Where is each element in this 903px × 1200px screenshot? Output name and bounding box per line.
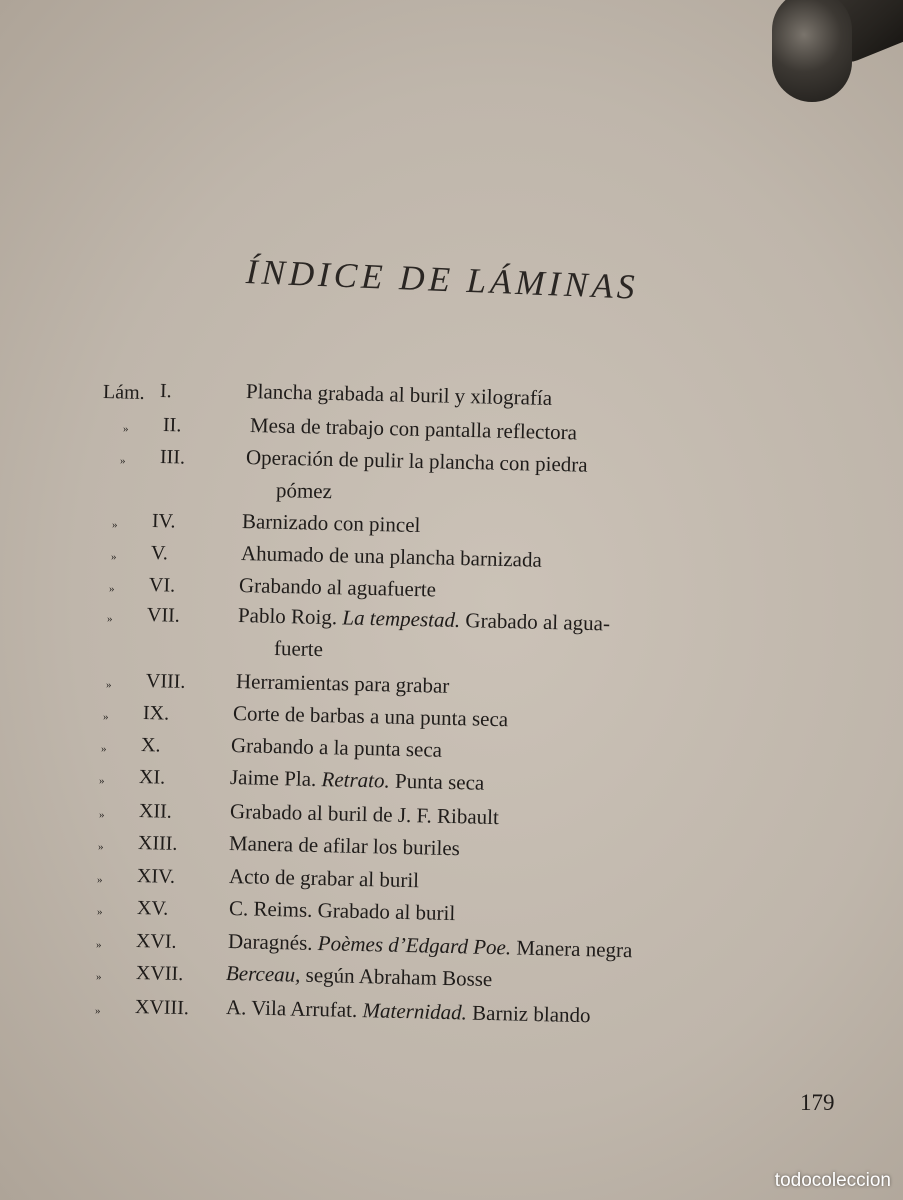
plate-title-text: Pablo Roig. xyxy=(237,603,343,630)
plate-title-continuation: pómez xyxy=(275,478,333,504)
plate-numeral: IV. xyxy=(151,510,176,533)
plate-title-text: Grabado al buril de J. F. Ribault xyxy=(229,799,500,830)
plate-title-continuation: fuerte xyxy=(273,636,324,662)
plate-title xyxy=(246,445,588,478)
plate-numeral: I. xyxy=(159,380,172,403)
plate-numeral: III. xyxy=(159,446,186,469)
plate-title-text: Herramientas para grabar xyxy=(235,669,450,698)
ditto-mark: » xyxy=(106,679,112,691)
plate-title-text: Grabando a la punta seca xyxy=(230,733,443,762)
ditto-mark: » xyxy=(97,874,103,886)
ditto-mark: » xyxy=(103,711,109,723)
ditto-mark: » xyxy=(109,583,115,595)
plate-title-text: C. Reims. Grabado al buril xyxy=(228,896,456,926)
plate-title xyxy=(238,603,611,636)
plate-title xyxy=(231,733,443,763)
plate-numeral: IX. xyxy=(142,702,170,725)
plate-numeral: X. xyxy=(140,734,161,757)
plate-title xyxy=(239,573,437,602)
plate-title-text: Grabando al aguafuerte xyxy=(238,573,437,602)
plate-numeral: II. xyxy=(162,414,182,437)
plate-title-text: Daragnés. xyxy=(227,929,319,956)
watermark: todocoleccion xyxy=(774,1170,891,1191)
plate-title-text: Corte de barbas a una punta seca xyxy=(232,701,509,732)
page-title: ÍNDICE DE LÁMINAS xyxy=(245,252,640,307)
plate-numeral: XII. xyxy=(138,800,173,823)
plate-title-italic: Maternidad. xyxy=(362,998,468,1025)
plate-title-text: Barniz blando xyxy=(466,1000,591,1028)
plate-numeral: XVII. xyxy=(135,962,184,986)
plate-title xyxy=(226,961,493,992)
plate-title xyxy=(233,701,509,732)
plate-numeral: VI. xyxy=(148,574,176,597)
ditto-mark: » xyxy=(101,743,107,755)
plate-title-text: Grabado al agua- xyxy=(459,608,611,636)
plate-title xyxy=(228,929,633,963)
plate-title-text: Operación de pulir la plancha con piedra xyxy=(245,445,588,477)
ditto-mark: » xyxy=(97,906,103,918)
ditto-mark: » xyxy=(96,939,102,951)
plate-title-text: Manera de afilar los buriles xyxy=(228,831,461,861)
ditto-mark: » xyxy=(120,455,126,467)
plate-numeral: V. xyxy=(150,542,169,565)
plate-title xyxy=(226,995,591,1028)
plate-numeral: XVIII. xyxy=(134,996,190,1020)
plate-numeral: XVI. xyxy=(135,930,177,953)
plate-numeral: XI. xyxy=(138,766,166,789)
plate-numeral: XIV. xyxy=(136,865,176,888)
plate-title-text: Mesa de trabajo con pantalla reflectora xyxy=(249,413,578,445)
ditto-mark: » xyxy=(95,1005,101,1017)
plate-title-text: Ahumado de una plancha barnizada xyxy=(240,541,543,572)
plate-title xyxy=(230,765,485,796)
plate-title xyxy=(250,413,578,445)
plate-title-text: Acto de grabar al buril xyxy=(228,864,420,893)
plate-title-italic: Poèmes d’Edgard Poe. xyxy=(317,931,512,960)
plate-title xyxy=(229,831,460,861)
ditto-mark: » xyxy=(99,809,105,821)
plate-title xyxy=(246,379,553,411)
plate-title xyxy=(241,541,542,573)
plate-title xyxy=(230,799,499,830)
plate-title-text: Plancha grabada al buril y xilografía xyxy=(245,379,553,410)
plate-numeral: XIII. xyxy=(137,832,178,855)
plate-title-text: Jaime Pla. xyxy=(229,765,322,792)
ditto-mark: » xyxy=(107,613,113,625)
plate-title-text: Punta seca xyxy=(389,768,485,795)
plate-title-italic: Berceau, xyxy=(225,961,301,987)
plate-title-text: Manera negra xyxy=(510,935,633,963)
page-number: 179 xyxy=(800,1090,835,1115)
ditto-mark: » xyxy=(98,841,104,853)
plate-title xyxy=(242,509,421,538)
plate-title xyxy=(229,896,456,926)
plate-numeral: XV. xyxy=(136,897,169,920)
ditto-mark: » xyxy=(96,971,102,983)
ditto-mark: » xyxy=(111,551,117,563)
lamina-prefix: Lám. xyxy=(102,381,145,404)
plate-title-italic: Retrato. xyxy=(321,767,391,793)
plate-title xyxy=(236,669,450,699)
ditto-mark: » xyxy=(99,775,105,787)
plate-title xyxy=(229,864,420,893)
plate-title-text: Barnizado con pincel xyxy=(241,509,421,538)
plate-numeral: VIII. xyxy=(145,670,186,693)
plate-title-italic: La tempestad. xyxy=(342,605,461,633)
ditto-mark: » xyxy=(112,519,118,531)
plate-title-text: según Abraham Bosse xyxy=(300,962,493,992)
ditto-mark: » xyxy=(123,423,129,435)
plate-numeral: VII. xyxy=(146,604,181,627)
plate-title-text: A. Vila Arrufat. xyxy=(225,995,363,1023)
